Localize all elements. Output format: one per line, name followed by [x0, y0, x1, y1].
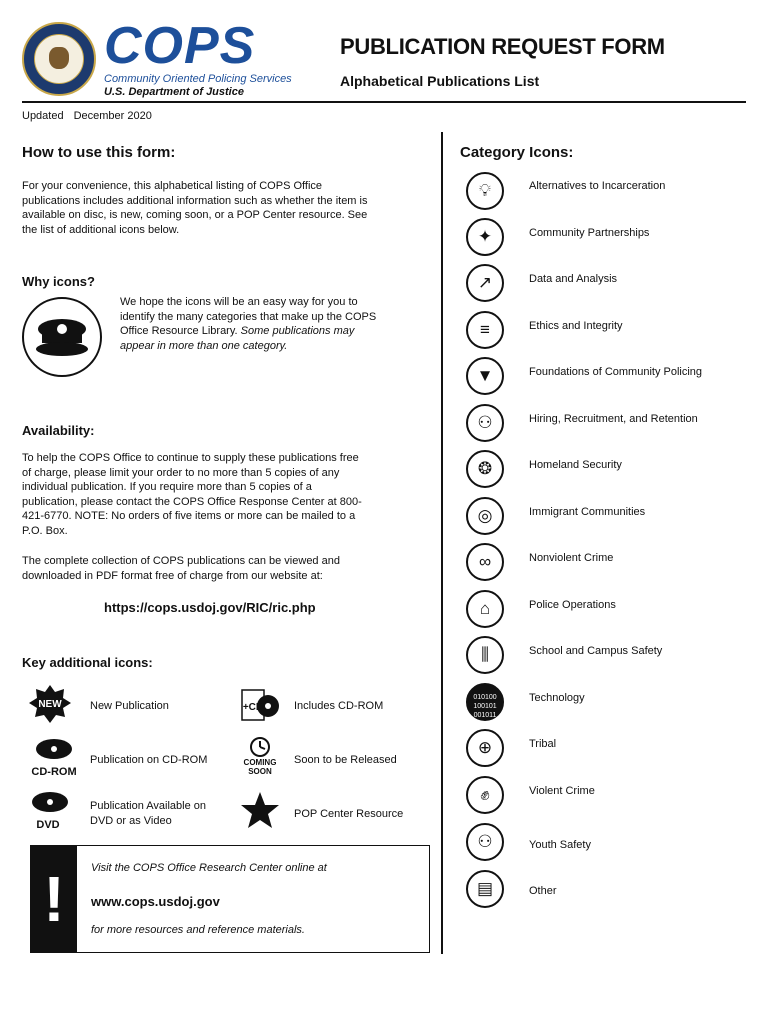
key-label-cd-rom: Publication on CD-ROM: [90, 754, 208, 766]
category-label: Homeland Security: [529, 459, 622, 471]
key-label-pop-center: POP Center Resource: [294, 808, 404, 820]
key-label-coming-soon: Soon to be Released: [294, 754, 397, 766]
cd-rom-text: CD-ROM: [31, 766, 77, 777]
keystone-icon: ▼: [466, 357, 504, 395]
research-center-note: [30, 845, 430, 953]
category-label: Ethics and Integrity: [529, 320, 623, 332]
handcuffs-icon: ∞: [466, 543, 504, 581]
people-icon: ⚇: [466, 404, 504, 442]
key-label-includes-cd: Includes CD-ROM: [294, 700, 384, 712]
dvd-text: DVD: [36, 819, 60, 830]
new-badge-icon: [28, 684, 72, 724]
category-label: Police Operations: [529, 599, 616, 611]
category-label: Community Partnerships: [529, 227, 650, 239]
exclamation-icon: !: [31, 846, 77, 952]
category-icons-heading: Category Icons:: [460, 144, 574, 161]
zia-sun-icon: ⊕: [466, 729, 504, 767]
category-label: Other: [529, 885, 557, 897]
column-divider: [441, 132, 443, 954]
cd-rom-icon: [28, 737, 77, 777]
binary-icon: 010100 100101 001011: [466, 683, 504, 721]
category-label: Technology: [529, 692, 585, 704]
key-icons-heading: Key additional icons:: [22, 655, 153, 670]
category-label: Hiring, Recruitment, and Retention: [529, 413, 698, 425]
why-icons-heading: Why icons?: [22, 274, 95, 289]
police-cap-icon: ⌂: [466, 590, 504, 628]
why-icons-text-italic: Some publications may appear in more than one category.: [120, 325, 355, 352]
category-label: Nonviolent Crime: [529, 552, 614, 564]
lightbulb-icon: 💡︎: [466, 172, 504, 210]
school-building-icon: ⫼: [466, 636, 504, 674]
category-label: School and Campus Safety: [529, 645, 663, 657]
coming-soon-text-2: SOON: [248, 767, 272, 776]
coming-soon-text: COMING: [243, 758, 277, 767]
page-title: PUBLICATION REQUEST FORM: [340, 34, 665, 59]
category-label: Immigrant Communities: [529, 506, 646, 518]
globe-icon: ◎: [466, 497, 504, 535]
doj-seal-logo: [22, 22, 96, 96]
coming-soon-icon: [238, 737, 282, 777]
why-icons-text: [120, 295, 380, 353]
page-subtitle: Alphabetical Publications List: [340, 73, 540, 89]
key-label-dvd: Publication Available on DVD or as Video: [90, 800, 206, 827]
updated-date: December 2020: [73, 110, 152, 122]
updated-line: [22, 110, 162, 122]
police-cap-icon: [22, 297, 102, 377]
trend-arrow-icon: ↗: [466, 264, 504, 302]
dvd-icon: [28, 790, 72, 830]
category-label: Tribal: [529, 738, 557, 750]
star-icon: [238, 790, 282, 830]
fist-icon: ✊︎: [466, 776, 504, 814]
includes-cd-text: +CD: [242, 702, 264, 713]
howto-text: For your convenience, this alphabetical listing of COPS Office publications includes additional information such as whether the item is available on disc, is new, coming soon, or a POP Center resource. See the list of additional icons below.: [22, 180, 368, 236]
handshake-icon: ✦: [466, 218, 504, 256]
availability-text: To help the COPS Office to continue to supply these publications free of charge, please limit your order to no more than 5 copies of any individual publication. If you require more than 5 copies of a publication, please contact the COPS Office Response Center at 800-421-6770. NOTE: No orders of five items or more can be mailed to a P.O. Box.: [22, 452, 362, 537]
availability-heading: Availability:: [22, 423, 95, 438]
key-label-new: New Publication: [90, 700, 169, 712]
category-label: Alternatives to Incarceration: [529, 180, 666, 192]
category-label: Youth Safety: [529, 839, 591, 851]
why-icons-text-main: We hope the icons will be an easy way for you to identify the many categories that make up the COPS Office Resource Library.: [120, 296, 377, 337]
family-icon: ⚇: [466, 823, 504, 861]
updated-label: Updated: [22, 110, 64, 122]
eagle-seal-icon: ❂: [466, 450, 504, 488]
ric-link[interactable]: https://cops.usdoj.gov/RIC/ric.php: [104, 600, 316, 615]
category-label: Foundations of Community Policing: [529, 366, 703, 378]
includes-cd-icon: [238, 684, 282, 724]
note-line-2: for more resources and reference materials.: [91, 924, 305, 936]
book-icon: ▤: [466, 870, 504, 908]
category-label: Violent Crime: [529, 785, 595, 797]
availability-text-2: The complete collection of COPS publications can be viewed and downloaded in PDF format free of charge from our website at:: [22, 555, 340, 582]
note-line-1: Visit the COPS Office Research Center online at: [91, 862, 327, 874]
new-badge-text: NEW: [38, 699, 62, 710]
cops-website-link[interactable]: www.cops.usdoj.gov: [91, 894, 220, 909]
logo-department: U.S. Department of Justice: [104, 86, 244, 98]
columns-icon: ≡: [466, 311, 504, 349]
category-label: Data and Analysis: [529, 273, 618, 285]
header-divider: [22, 101, 746, 103]
cops-logo: COPS: [104, 17, 256, 75]
howto-heading: How to use this form:: [22, 144, 176, 161]
logo-subtitle: Community Oriented Policing Services: [104, 73, 292, 85]
